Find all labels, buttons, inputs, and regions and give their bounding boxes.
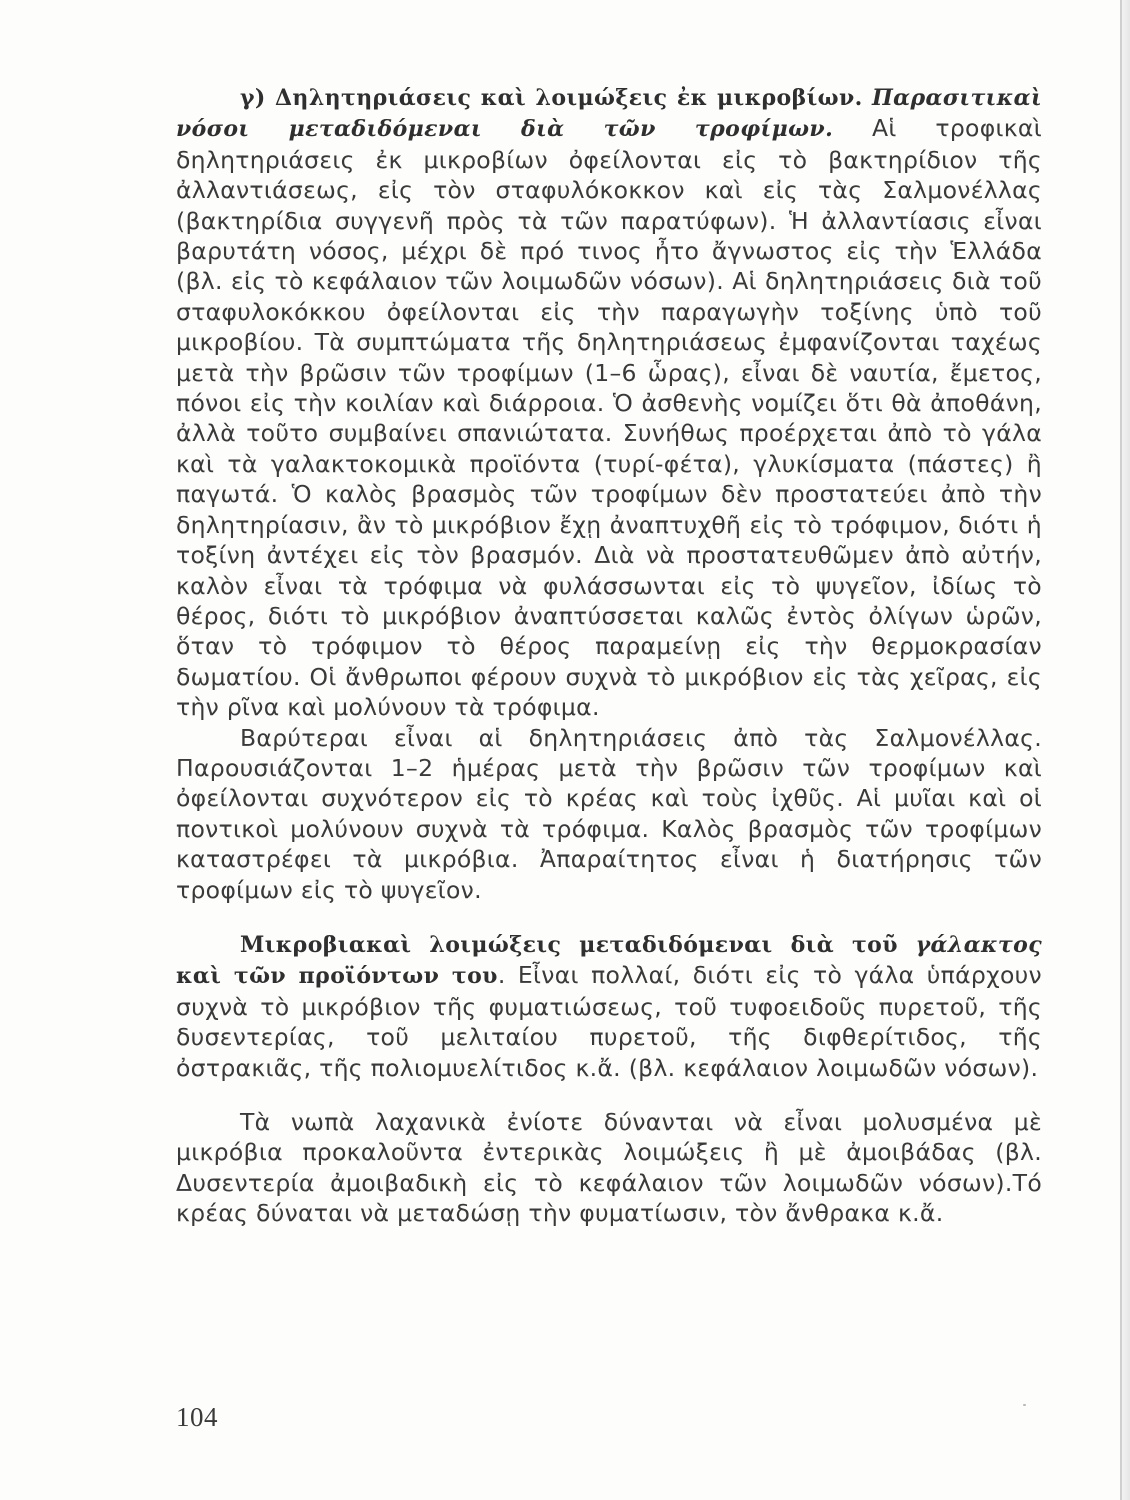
- milk-heading: Μικροβιακαὶ λοιμώξεις μεταδιδόμεναι διὰ τοῦ: [240, 931, 898, 958]
- section-heading: Δηλητηριάσεις καὶ λοιμώξεις ἐκ μικροβίων.: [274, 85, 863, 111]
- section-food-poisoning: [176, 82, 1042, 723]
- section-body: Αἱ τροφικαὶ δηλητηριάσεις ἐκ μικροβίων ὀφείλονται εἰς τὸ βακτηρίδιον τῆς ἀλλαντιάσεως, εἰς τὸν σταφυλόκοκκον καὶ εἰς τὰς Σαλμονέλλας (βακτηρίδια συγγενῆ πρὸς τὰ τῶν παρατύφων). Ἡ ἀλλαντίασις εἶναι βαρυτάτη νόσος, μέχρι δὲ πρό τινος ἦτο ἄγνωστος εἰς τὴν Ἑλλάδα (βλ. εἰς τὸ κεφάλαιον τῶν λοιμωδῶν νόσων). Αἱ δηλητηριάσεις διὰ τοῦ σταφυλοκόκκου ὀφείλονται εἰς τὴν παραγωγὴν τοξίνης ὑπὸ τοῦ μικροβίου. Τὰ συμπτώματα τῆς δηλητηριάσεως ἐμφανίζονται ταχέως μετὰ τὴν βρῶσιν τῶν τροφίμων (1–6 ὧρας), εἶναι δὲ ναυτία, ἔμετος, πόνοι εἰς τὴν κοιλίαν καὶ διάρροια. Ὁ ἀσθενὴς νομίζει ὅτι θὰ ἀποθάνη, ἀλλὰ τοῦτο συμβαίνει σπανιώτατα. Συνήθως προέρχεται ἀπὸ τὸ γάλα καὶ τὰ γαλακτοκομικὰ προϊόντα (τυρί-φέτα), γλυκίσματα (πάστες) ἢ παγωτά. Ὁ καλὸς βρασμὸς τῶν τροφίμων δὲν προστατεύει ἀπὸ τὴν δηλητηρίασιν, ἂν τὸ μικρόβιον ἔχῃ ἀναπτυχθῆ εἰς τὸ τρόφιμον, διότι ἡ τοξίνη ἀντέχει εἰς τὸν βρασμόν. Διὰ νὰ προστατευθῶμεν ἀπὸ αὐτήν, καλὸν εἶναι τὰ τρόφιμα νὰ φυλάσσωνται εἰς τὸ ψυγεῖον, ἰδίως τὸ θέρος, διότι τὸ μικρόβιον ἀναπτύσσεται καλῶς ἐντὸς ὀλίγων ὡρῶν, ὅταν τὸ τρόφιμον τὸ θέρος παραμείνῃ εἰς τὴν θερμοκρασίαν δωματίου. Οἱ ἄνθρωποι φέρουν συχνὰ τὸ μικρόβιον εἰς τὰς χεῖρας, εἰς τὴν ρῖνα καὶ μολύνουν τὰ τρόφιμα.: [176, 114, 1042, 722]
- section-heading-italic: Παρασιτικαὶ νόσοι μεταδιδόμεναι διὰ τῶν τροφίμων.: [176, 85, 1042, 143]
- milk-heading-italic: γάλακτος: [915, 931, 1042, 958]
- page-text-block: [176, 82, 1042, 1229]
- scan-speck: [1023, 1404, 1026, 1406]
- salmonella-paragraph: Βαρύτεραι εἶναι αἱ δηλητηριάσεις ἀπὸ τὰς Σαλμονέλλας. Παρουσιάζονται 1–2 ἡμέρας μετὰ τὴν βρῶσιν τῶν τροφίμων καὶ ὀφείλονται συχνότερον εἰς τὸ κρέας καὶ τοὺς ἰχθῦς. Αἱ μυῖαι καὶ οἱ ποντικοὶ μολύνουν συχνὰ τὰ τρόφιμα. Καλὸς βρασμὸς τῶν τροφίμων καταστρέφει τὰ μικρόβια. Ἀπαραίτητος εἶναι ἡ διατήρησις τῶν τροφίμων εἰς τὸ ψυγεῖον.: [176, 723, 1042, 904]
- page-number: 104: [176, 1402, 218, 1432]
- milk-heading-tail: καὶ τῶν προϊόντων του: [176, 963, 498, 990]
- vegetables-paragraph: Τὰ νωπὰ λαχανικὰ ἐνίοτε δύνανται νὰ εἶναι μολυσμένα μὲ μικρόβια προκαλοῦντα ἐντερικὰς λοιμώξεις ἢ μὲ ἀμοιβάδας (βλ. Δυσεντερία ἀμοιβαδικὴ εἰς τὸ κεφάλαιον τῶν λοιμωδῶν νόσων).Τό κρέας δύναται νὰ μεταδώσῃ τὴν φυματίωσιν, τὸν ἄνθρακα κ.ἄ.: [176, 1108, 1042, 1228]
- milk-body: . Εἶναι πολλαί, διότι εἰς τὸ γάλα ὑπάρχουν συχνὰ τὸ μικρόβιον τῆς φυματιώσεως, τοῦ τυφοειδοῦς πυρετοῦ, τῆς δυσεντερίας, τοῦ μελιταίου πυρετοῦ, τῆς διφθερίτιδος, τῆς ὀστρακιᾶς, τῆς πολιομυελίτιδος κ.ἄ. (βλ. κεφάλαιον λοιμωδῶν νόσων).: [176, 961, 1042, 1082]
- section-milk-infections: [176, 929, 1042, 1083]
- section-label: γ): [240, 85, 266, 111]
- page-edge-shadow: [1122, 0, 1130, 1500]
- page-edge-line: [1120, 0, 1122, 1500]
